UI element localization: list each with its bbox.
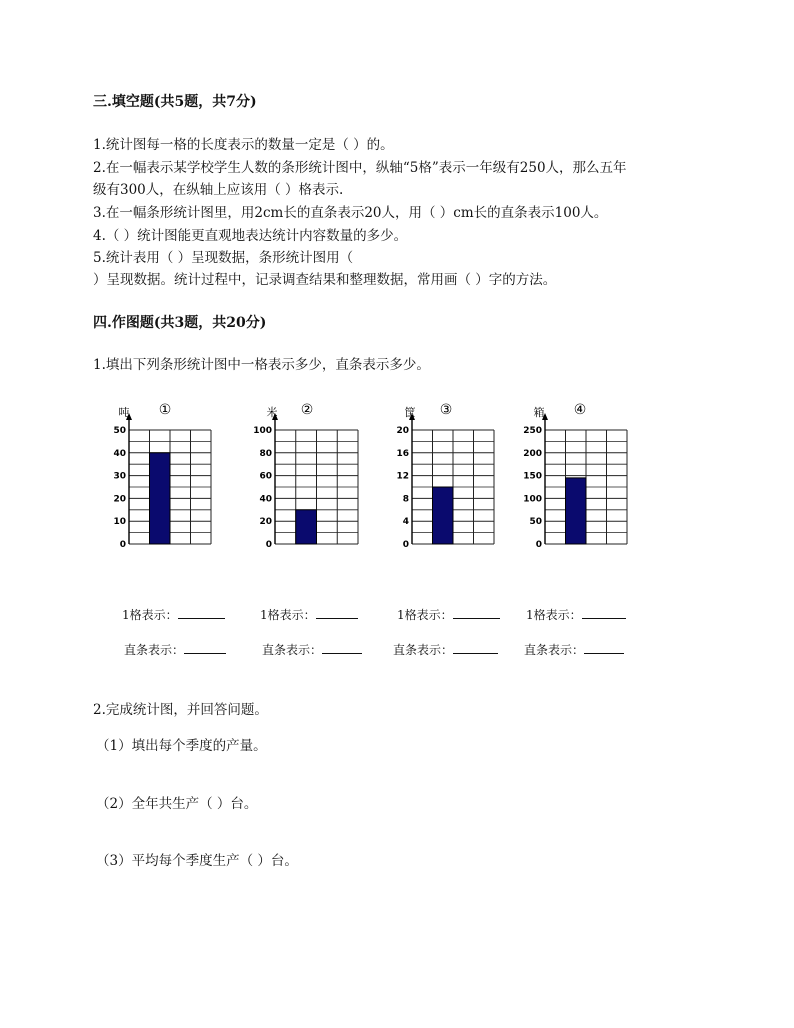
question-3-1: 1.统计图每一格的长度表示的数量一定是（ ）的。 xyxy=(93,137,394,153)
tick-label: 250 xyxy=(523,426,542,436)
unit-label: 箱 xyxy=(533,406,545,419)
tick-label: 40 xyxy=(113,448,126,459)
question-3-2-line2: 级有300人，在纵轴上应该用（ ）格表示. xyxy=(93,182,344,198)
tick-label: 200 xyxy=(523,448,542,459)
chart1-bar-label xyxy=(124,640,226,658)
tick-label: 40 xyxy=(259,494,272,505)
chart4-bar-label xyxy=(524,640,624,658)
question-4-2-sub1: （1）填出每个季度的产量。 xyxy=(96,738,267,754)
tick-label: 20 xyxy=(396,426,409,436)
chart1-grid-label xyxy=(122,605,225,623)
bar-label-text: 直条表示： xyxy=(524,643,585,657)
blank-line[interactable] xyxy=(453,605,500,619)
tick-label: 60 xyxy=(259,471,272,482)
tick-label: 10 xyxy=(113,517,126,528)
bar xyxy=(433,487,454,544)
bar xyxy=(150,453,171,544)
tick-label: 16 xyxy=(396,448,409,459)
question-4-2-sub3: （3）平均每个季度生产（ ）台。 xyxy=(96,853,298,869)
tick-label: 0 xyxy=(265,540,272,550)
unit-label: 米 xyxy=(266,406,278,419)
unit-label: 筐 xyxy=(404,406,416,419)
grid-label-text: 1格表示： xyxy=(260,608,316,622)
chart4-grid-label xyxy=(526,605,626,623)
chart3-bar-label xyxy=(393,640,498,658)
bar-label-text: 直条表示： xyxy=(393,643,454,657)
tick-label: 0 xyxy=(402,540,409,550)
grid-label-text: 1格表示： xyxy=(526,608,582,622)
tick-label: 20 xyxy=(113,494,126,505)
blank-line[interactable] xyxy=(322,640,362,654)
blank-line[interactable] xyxy=(453,640,498,654)
chart3-grid-label xyxy=(397,605,500,623)
tick-label: 50 xyxy=(113,426,126,436)
question-3-5-line2: ）呈现数据。统计过程中，记录调查结果和整理数据，常用画（ ）字的方法。 xyxy=(93,272,557,288)
tick-label: 20 xyxy=(259,517,272,528)
blank-line[interactable] xyxy=(178,605,225,619)
tick-label: 4 xyxy=(402,517,409,528)
grid-label-text: 1格表示： xyxy=(122,608,178,622)
tick-label: 50 xyxy=(529,517,542,528)
question-4-1: 1.填出下列条形统计图中一格表示多少，直条表示多少。 xyxy=(93,357,430,373)
question-3-4: 4.（ ）统计图能更直观地表达统计内容数量的多少。 xyxy=(93,228,408,244)
tick-label: 0 xyxy=(535,540,542,550)
bar-charts xyxy=(0,380,794,980)
bar xyxy=(296,510,317,544)
grid-label-text: 1格表示： xyxy=(397,608,453,622)
bar-label-text: 直条表示： xyxy=(262,643,323,657)
tick-label: 100 xyxy=(523,494,542,505)
chart-marker: ③ xyxy=(439,402,453,418)
question-3-3: 3.在一幅条形统计图里，用2cm长的直条表示20人，用（ ）cm长的直条表示100人。 xyxy=(93,205,608,221)
tick-label: 8 xyxy=(402,494,409,505)
question-3-5-line1: 5.统计表用（ ）呈现数据，条形统计图用（ xyxy=(93,250,354,266)
chart-marker: ② xyxy=(300,402,314,418)
blank-line[interactable] xyxy=(184,640,226,654)
blank-line[interactable] xyxy=(584,640,624,654)
bar xyxy=(566,478,587,544)
tick-label: 12 xyxy=(396,471,409,482)
chart2-bar-label xyxy=(262,640,362,658)
chart-marker: ④ xyxy=(573,402,587,418)
section3-heading: 三.填空题(共5题，共7分) xyxy=(93,94,257,110)
chart2-grid-label xyxy=(260,605,358,623)
section4-heading: 四.作图题(共3题，共20分) xyxy=(93,315,267,331)
tick-label: 0 xyxy=(119,540,126,550)
question-4-2: 2.完成统计图，并回答问题。 xyxy=(93,702,268,718)
unit-label: 吨 xyxy=(118,406,130,419)
bar-label-text: 直条表示： xyxy=(124,643,185,657)
question-4-2-sub2: （2）全年共生产（ ）台。 xyxy=(96,796,258,812)
tick-label: 30 xyxy=(113,471,126,482)
question-3-2-line1: 2.在一幅表示某学校学生人数的条形统计图中，纵轴“5格”表示一年级有250人，那么五年 xyxy=(93,160,627,176)
tick-label: 100 xyxy=(253,426,272,436)
blank-line[interactable] xyxy=(582,605,626,619)
tick-label: 80 xyxy=(259,448,272,459)
chart-marker: ① xyxy=(158,402,172,418)
tick-label: 150 xyxy=(523,471,542,482)
blank-line[interactable] xyxy=(316,605,358,619)
